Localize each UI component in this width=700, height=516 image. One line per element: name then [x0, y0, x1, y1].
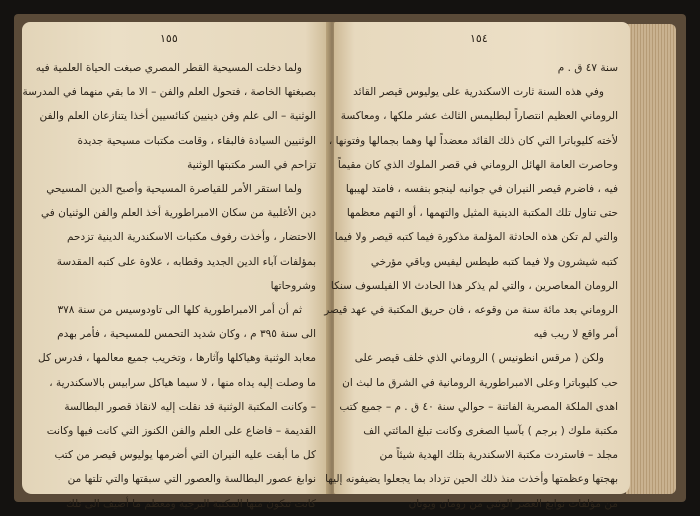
text-line: القديمة – فاضاع على العلم والفن الكنوز التي كانت فيها وكانت	[46, 425, 316, 438]
text-line: ولما استقر الأمر للقياصرة المسيحية وأصبح الدين المسيحي	[46, 183, 302, 196]
text-line: حب كليوباترا وعلى الامبراطورية الرومانية في الشرق ما لبث ان	[342, 376, 618, 389]
text-line: وفي هذه السنة ثارت الاسكندرية على يوليوس قيصر القائد	[353, 86, 604, 99]
text-line: ما وصلت إليه يداه منها ، لا سيما هياكل سرابيس بالاسكندرية ،	[49, 376, 316, 389]
text-line: – وكانت المكتبة الوثنية قد نقلت إليه لانقاذ قصور البطالسة	[64, 400, 316, 413]
text-line: ثم أن أمر الامبراطورية كلها الى تاودوسيس من سنة ٣٧٨	[57, 304, 302, 317]
text-line: الرومان المعاصرين ، والتي لم يذكر هذا الحادث الا الفيلسوف سنكا	[330, 279, 618, 292]
text-line: لأخته كليوباترا التي كان ذلك القائد معضداً لها وهما بجمالها وفتونها ،	[328, 134, 618, 147]
text-line: ولما دخلت المسيحية القطر المصري صبغت الحياة العلمية فيه	[35, 62, 302, 74]
text-line: الاحتضار ، وأخذت رفوف مكتبات الاسكندرية الدينية تزدحم	[66, 231, 316, 244]
text-line: من مؤلفات نوابغ العصر الوثني من رومان ويونان	[408, 497, 618, 510]
right-page-number: ١٥٤	[470, 32, 488, 45]
text-line: الروماني بعد مائة سنة من وقوعه ، فان حريق المكتبة في عهد قيصر	[324, 304, 618, 317]
text-line: بصبغتها الخاصة ، فتحول العلم والفن – الا ما بقي منهما في المدرسة	[22, 86, 316, 99]
text-line: والتي لم تكن هذه الحادثة المؤلمة مذكورة فيما كتبه قيصر ولا فيما	[334, 231, 618, 244]
left-page-text	[22, 56, 316, 516]
text-line: سنة ٤٧ ق . م	[557, 62, 618, 74]
text-line: الوثنيين السيادة فالبقاء ، وقامت مكتبات مسيحية جديدة	[77, 134, 316, 147]
text-line: كانت تتكون منها المكتبة البرجية ومعظم ما أضيف الى تلك	[66, 497, 316, 510]
left-page-number: ١٥٥	[160, 32, 178, 45]
text-line: كتبه شيشرون ولا فيما كتبه طيطس ليفيس وباقي مؤرخي	[370, 255, 618, 268]
text-line: اهدى الملكة المصرية الفاتنة – حوالي سنة ٤٠ ق . م – جميع كتب	[339, 400, 618, 413]
text-line: بمؤلفات آباء الدين الجديد وقطابه ، علاوة على كتبه المقدسة	[56, 255, 316, 268]
text-line: الى سنة ٣٩٥ م ، وكان شديد التحمس للمسيحية ، فأمر بهدم	[57, 328, 316, 341]
text-line: ولكن ( مرقس انطونيس ) الروماني الذي خلف قيصر على	[354, 352, 604, 365]
text-line: تزاحم في السر مكتبتها الوثنية	[187, 158, 316, 171]
text-line: مجلد – فاستردت مكتبة الاسكندرية بتلك الهدية شيئاً من	[379, 449, 618, 462]
text-line: وشروحاتها	[270, 279, 316, 292]
text-line: حتى تناول تلك المكتبة الدينية المثيل والتهمها ، أو التهم معظمها	[346, 207, 618, 220]
text-line: وحاصرت العامة الهائل الروماني في قصر الملوك الذي كان مقيماً	[337, 158, 618, 171]
text-line: فيه ، فاضرم قيصر النيران في جوانبه لينجو بنفسه ، فامتد لهيبها	[345, 183, 618, 196]
text-line: الوثنية – الى علم وفن دينيين كنائسيين أخذا يتنازعان العلم والفن	[39, 110, 316, 123]
left-page	[22, 22, 330, 510]
text-line: دين الأغلبية من سكان الامبراطورية أخذ العلم والفن الوثنيان في	[41, 207, 316, 220]
text-line: أمر واقع لا ريب فيه	[533, 328, 618, 341]
text-line: الروماني العظيم انتصاراً لبطليمس الثالث عشر ملكها ، ومعاكسة	[340, 110, 618, 123]
text-line: بهجتها وعظمتها وأخذت منذ ذلك الحين تزداد بما يجعلوا يضيفونه إليها	[325, 473, 618, 486]
right-page-text	[324, 56, 618, 516]
text-line: كل ما أبقت عليه النيران التي أضرمها يوليوس قيصر من كتب	[54, 449, 316, 462]
text-line: نوابغ عصور البطالسة والعصور التي سبقتها والتي تلتها من	[67, 473, 316, 486]
right-page	[324, 22, 630, 510]
page-block-edge	[626, 24, 676, 494]
text-line: مكتبة ملوك ( برجم ) بآسيا الصغرى وكانت تبلغ المائتي الف	[363, 425, 618, 438]
text-line: معابد الوثنية وهياكلها وآثارها ، وتخريب جميع معالمها ، فدرس كل	[38, 352, 316, 365]
